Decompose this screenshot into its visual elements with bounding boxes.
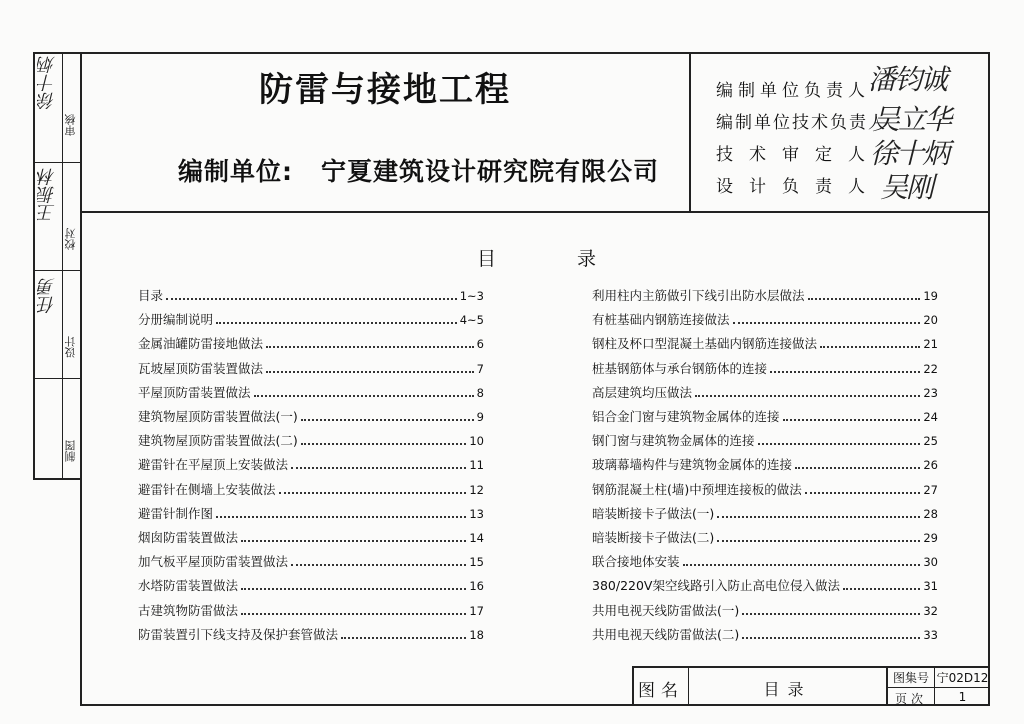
toc-entry-title: 避雷针在平屋顶上安装做法 [138,457,289,473]
toc-entry [138,480,484,500]
toc-entry-title: 玻璃幕墙构件与建筑物金属体的连接 [592,457,793,473]
toc-entry-page: 31 [923,579,938,594]
toc-entry [592,455,938,475]
toc-entry [592,359,938,379]
left-strip-signature-review: 徐十炳 [37,56,58,110]
toc-entry-title: 联合接地体安装 [592,554,680,570]
toc-entry-title: 避雷针在侧墙上安装做法 [138,481,276,497]
toc-leader-dots [301,443,467,445]
resp-label-2: 编制单位技术负责人 [716,113,887,133]
toc-entry [592,576,938,596]
toc-entry-title: 水塔防雷装置做法 [138,578,239,594]
toc-entry-page: 15 [469,555,484,570]
toc-leader-dots [291,467,466,469]
toc-entry-page: 19 [923,289,938,303]
toc-entry-page: 29 [923,531,938,545]
toc-entry-title: 钢门窗与建筑物金属体的连接 [592,433,755,449]
toc-entry-page: 11 [469,458,484,473]
toc-entry [138,407,484,427]
toc-entry [592,552,938,572]
toc-entry-title: 建筑物屋顶防雷装置做法(一) [138,409,298,424]
toc-entry-page: 27 [923,482,938,497]
toc-heading-right: 录 [577,248,597,270]
toc-leader-dots [301,419,474,421]
toc-entry-title: 金属油罐防雷接地做法 [138,336,264,352]
signature-1: 潘钧诚 [868,63,947,96]
toc-entry-page: 18 [469,627,484,642]
toc-entry-page: 30 [923,555,938,570]
toc-entry-title: 避雷针制作图 [138,505,214,521]
toc-entry-title: 平屋顶防雷装置做法 [138,384,251,400]
left-strip-label-drafting: 制图 [64,440,77,462]
toc-leader-dots [341,637,466,639]
toc-entry-page: 23 [923,385,938,400]
toc-entry-page: 9 [476,410,484,424]
toc-entry-page: 14 [469,531,484,545]
toc-entry [138,455,484,475]
toc-entry [138,552,484,572]
title-block-mid [886,687,990,688]
left-strip-label-check: 校对 [64,228,77,250]
toc-entry-page: 16 [469,579,484,594]
toc-entry [592,310,938,330]
left-strip-label-design: 设计 [64,336,77,358]
left-strip-cell-check [33,162,80,270]
toc-entry-title: 钢柱及杯口型混凝土基础内钢筋连接做法 [592,336,818,352]
toc-entry-page: 7 [476,361,484,376]
toc-entry-title: 烟囱防雷装置做法 [138,530,239,545]
signature-3: 徐十炳 [870,137,949,170]
left-strip-signature-check: 王振林 [37,168,58,222]
toc-entry-page: 12 [469,482,484,497]
toc-entry [592,334,938,354]
title-block-name-label: 图名 [638,681,684,701]
toc-entry-page: 13 [469,506,484,521]
toc-entry-page: 6 [476,337,484,352]
title-block-top [632,666,990,668]
resp-label-4: 设计负责人 [716,177,881,197]
toc-entry-title: 380/220V架空线路引入防止高电位侵入做法 [592,578,840,594]
toc-entry [138,576,484,596]
resp-label-1: 编制单位负责人 [716,81,870,101]
toc-entry [138,310,484,330]
toc-entry [138,359,484,379]
left-strip-cell-design [33,270,80,378]
toc-entry [592,480,938,500]
page-title: 防雷与接地工程 [259,70,511,110]
toc-entry-title: 高层建筑均压做法 [592,384,693,400]
toc-entry [592,528,938,548]
toc-entry-title: 防雷装置引下线支持及保护套管做法 [138,626,339,642]
toc-entry-title: 加气板平屋顶防雷装置做法 [138,554,289,570]
toc-leader-dots [717,516,920,518]
toc-entry [138,528,484,548]
toc-leader-dots [166,298,457,300]
left-strip-cell-drafting [33,378,80,480]
compiling-unit-label: 编制单位: [178,157,293,186]
toc-entry-title: 暗装断接卡子做法(二) [592,530,715,545]
toc-leader-dots [241,613,466,615]
toc-leader-dots [216,322,457,324]
toc-entry-page: 32 [923,603,938,618]
toc-entry-page: 28 [923,506,938,521]
toc-heading-left: 目 [477,248,497,270]
toc-entry-title: 共用电视天线防雷做法(二) [592,626,740,642]
toc-entry-page: 26 [923,458,938,473]
toc-entry-title: 瓦坡屋顶防雷装置做法 [138,360,264,376]
toc-leader-dots [805,492,921,494]
toc-entry [138,431,484,451]
toc-entry [592,286,938,306]
toc-entry-page: 25 [923,434,938,449]
toc-leader-dots [742,637,920,639]
toc-leader-dots [770,371,920,373]
toc-leader-dots [683,564,921,566]
toc-entry [592,431,938,451]
toc-entry-page: 22 [923,361,938,376]
toc-entry-title: 铝合金门窗与建筑物金属体的连接 [592,409,780,424]
toc-entry-title: 桩基钢筋体与承台钢筋体的连接 [592,360,768,376]
toc-entry [138,601,484,621]
left-strip-label-review: 审核 [64,114,77,136]
compiling-unit [178,152,659,188]
toc-leader-dots [254,395,474,397]
toc-leader-dots [241,540,466,542]
toc-entry-page: 33 [923,627,938,642]
toc-entry [592,625,938,645]
toc-entry-title: 目录 [138,288,164,303]
toc-entry [592,601,938,621]
left-strip-signature-design: 任勇 [37,278,58,314]
toc-entry-page: 21 [923,337,938,352]
toc-entry [138,334,484,354]
toc-entry-title: 钢筋混凝土柱(墙)中预埋连接板的做法 [592,481,802,497]
toc-entry [138,504,484,524]
toc-entry-title: 建筑物屋顶防雷装置做法(二) [138,433,298,449]
toc-leader-dots [266,371,474,373]
compiling-unit-name: 宁夏建筑设计研究院有限公司 [321,157,660,186]
toc-leader-dots [717,540,920,542]
toc-entry-title: 共用电视天线防雷做法(一) [592,602,740,618]
resp-label-3: 技术审定人 [716,145,881,165]
toc-leader-dots [241,588,466,590]
toc-leader-dots [795,467,920,469]
toc-leader-dots [758,443,921,445]
toc-entry [592,504,938,524]
toc-leader-dots [742,613,920,615]
toc-entry-page: 17 [469,603,484,618]
toc-entry-title: 有桩基础内钢筋连接做法 [592,312,730,328]
toc-entry-title: 暗装断接卡子做法(一) [592,505,715,521]
toc-leader-dots [291,564,466,566]
toc-entry-page: 8 [476,385,484,400]
toc-leader-dots [216,516,466,518]
toc-leader-dots [820,346,920,348]
toc-leader-dots [808,298,921,300]
toc-entry [592,383,938,403]
title-block-name-value: 目录 [763,680,812,699]
toc-entry-title: 分册编制说明 [138,312,214,328]
toc-leader-dots [279,492,467,494]
left-strip-cell-review [33,52,80,162]
title-block-page-value: 1 [958,690,967,704]
toc-entry-page: 20 [923,313,938,328]
toc-leader-dots [783,419,921,421]
toc-entry [138,383,484,403]
toc-entry-title: 利用柱内主筋做引下线引出防水层做法 [592,288,805,303]
title-block-atlas-value: 宁02D12 [936,671,989,685]
toc-entry-title: 古建筑物防雷做法 [138,602,239,618]
toc-entry [138,625,484,645]
toc-leader-dots [843,588,920,590]
signature-4: 吴刚 [880,171,933,204]
toc-entry-page: 10 [469,434,484,449]
toc-entry [592,407,938,427]
toc-leader-dots [695,395,920,397]
signature-2: 吴立华 [872,103,951,136]
toc-entry [138,286,484,306]
toc-entry-page: 4~5 [459,313,484,328]
toc-leader-dots [266,346,474,348]
title-block-atlas-label: 图集号 [892,671,929,685]
header-divider [80,211,990,213]
title-block-page-label: 页次 [894,692,927,706]
toc-entry-page: 1~3 [459,289,484,303]
toc-entry-page: 24 [923,410,938,424]
toc-leader-dots [733,322,921,324]
